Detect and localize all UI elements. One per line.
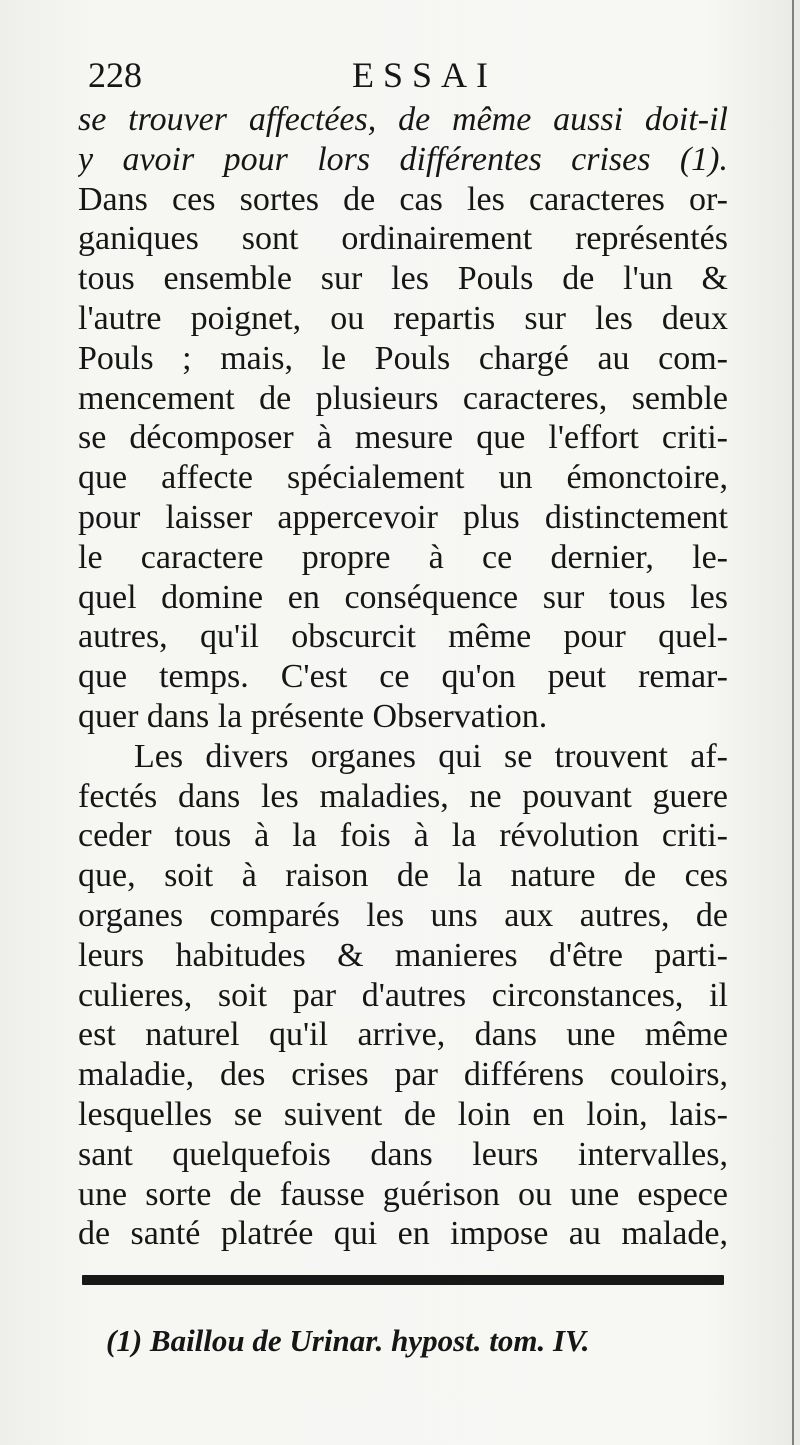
paragraph-2 xyxy=(78,737,728,1254)
text-line: lesquelles se suivent de loin en loin, lais- xyxy=(78,1095,728,1133)
text-line: maladie, des crises par différens couloirs, xyxy=(78,1056,728,1094)
text-line: l'autre poignet, ou repartis sur les deux xyxy=(78,299,728,337)
text-line: ceder tous à la fois à la révolution criti- xyxy=(78,817,728,855)
text-line: y avoir pour lors différentes crises (1). xyxy=(78,140,728,178)
body-text xyxy=(78,100,728,1254)
text-line: quel domine en conséquence sur tous les xyxy=(78,578,728,616)
text-line: une sorte de fausse guérison ou une espece xyxy=(78,1175,728,1213)
text-line: est naturel qu'il arrive, dans une même xyxy=(78,1016,728,1054)
text-line: sant quelquefois dans leurs intervalles, xyxy=(78,1135,728,1173)
text-line: organes comparés les uns aux autres, de xyxy=(78,896,728,934)
text-line: de santé platrée qui en impose au malade, xyxy=(78,1215,728,1253)
footnote-rule xyxy=(82,1275,724,1285)
text-line: le caractere propre à ce dernier, le- xyxy=(78,538,728,576)
text-line: mencement de plusieurs caracteres, semble xyxy=(78,379,728,417)
text-line: leurs habitudes & manieres d'être parti- xyxy=(78,936,728,974)
text-line: tous ensemble sur les Pouls de l'un & xyxy=(78,260,728,298)
text-line: Pouls ; mais, le Pouls chargé au com- xyxy=(78,339,728,377)
text-line: autres, qu'il obscurcit même pour quel- xyxy=(78,618,728,656)
text-line: quer dans la présente Observation. xyxy=(78,697,548,735)
text-line: que, soit à raison de la nature de ces xyxy=(78,857,728,895)
text-line: se décomposer à mesure que l'effort criti- xyxy=(78,419,728,457)
running-head: ESSAI xyxy=(352,55,498,95)
text-line: pour laisser appercevoir plus distinctement xyxy=(78,498,728,536)
text-line: ganiques sont ordinairement représentés xyxy=(78,220,728,258)
paragraph-1 xyxy=(78,100,728,737)
text-line: que affecte spécialement un émonctoire, xyxy=(78,459,728,497)
text-line: Dans ces sortes de cas les caracteres or- xyxy=(78,180,728,218)
footnote: (1) Baillou de Urinar. hypost. tom. IV. xyxy=(106,1323,590,1358)
text-line: fectés dans les maladies, ne pouvant guere xyxy=(78,777,728,815)
page-edge xyxy=(792,0,794,1445)
text-line: se trouver affectées, de même aussi doit-il xyxy=(78,101,728,138)
page-header xyxy=(82,54,742,98)
text-line: culieres, soit par d'autres circonstances, il xyxy=(78,976,728,1014)
text-line: Les divers organes qui se trouvent af- xyxy=(134,737,728,775)
page-number: 228 xyxy=(88,55,142,95)
text-line: que temps. C'est ce qu'on peut remar- xyxy=(78,658,728,696)
